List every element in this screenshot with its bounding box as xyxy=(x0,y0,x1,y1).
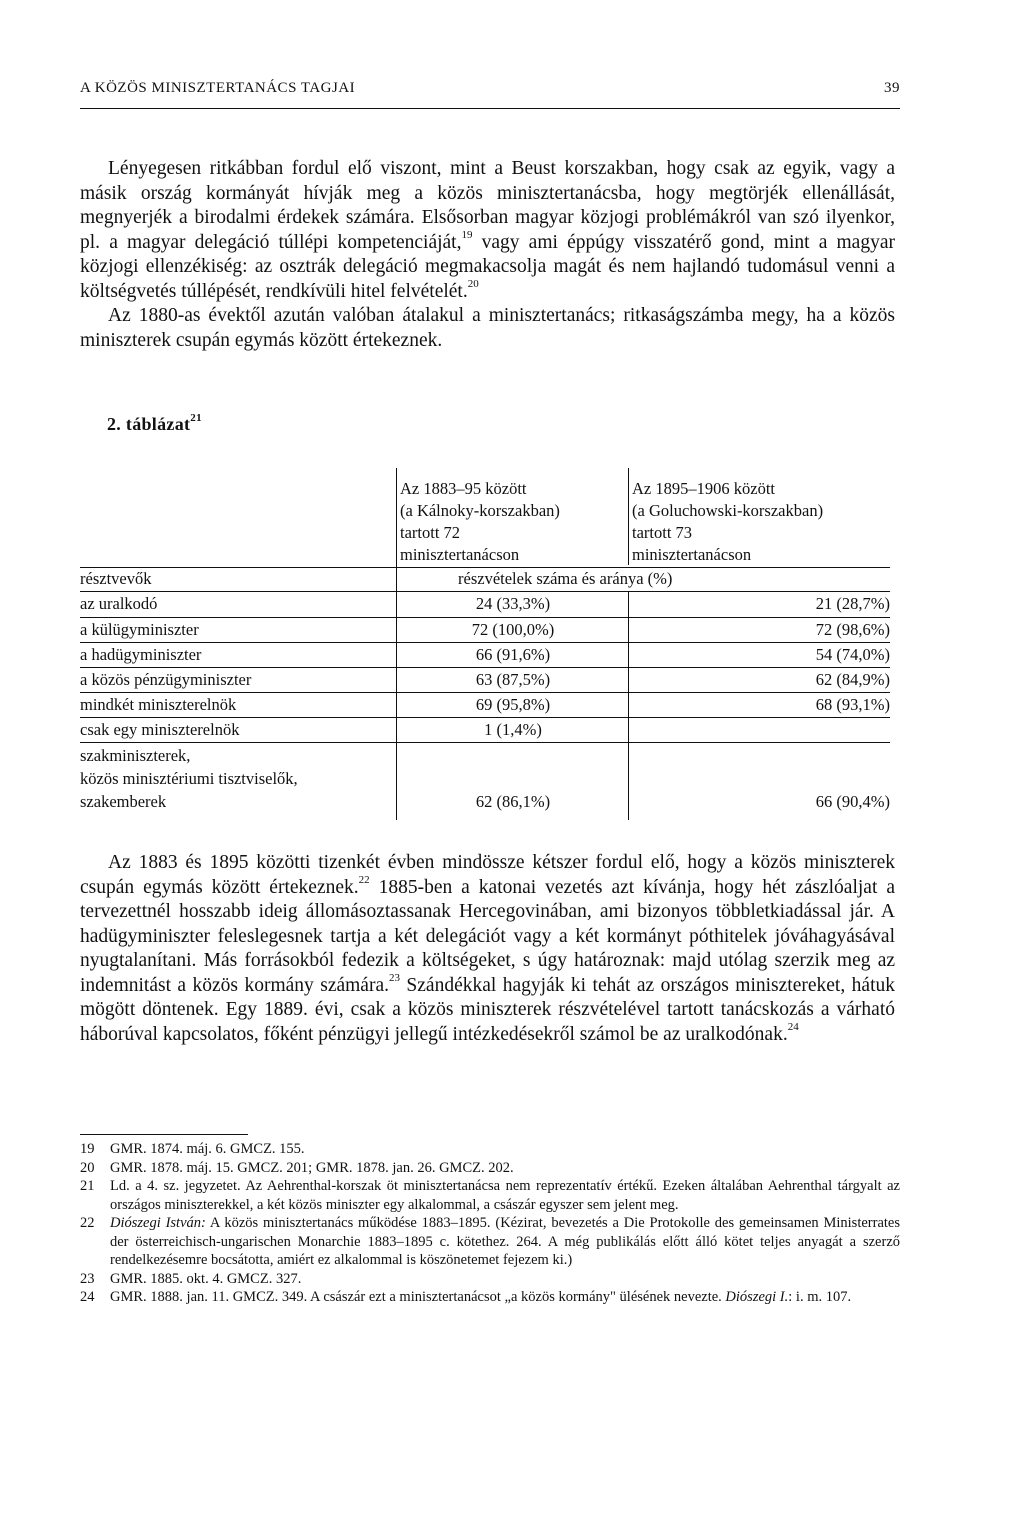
table-cell-value: 1 (1,4%) xyxy=(484,720,542,739)
footnote-rule xyxy=(80,1134,248,1135)
table-cell-value: 54 (74,0%) xyxy=(815,645,890,664)
table-cell-value: 21 (28,7%) xyxy=(815,594,890,613)
paragraph: Az 1883 és 1895 közötti tizenkét évben mindössze kétszer fordul elő, hogy a közös miniszterek csupán egymás között értekeznek.$^{22}$ 1885-ben a katonai vezetés azt kívánja, hogy hét zászlóaljat a tervezettnél hosszabb ideig állomásoztassanak Hercegovinában, ami bizonyos többletkiadással jár. A hadügyminiszter feleslegesnek tartja a két delegációt vagy a két kormányt póthitelek jóváhagyásával nyugtalanítani. Más forrásokból fedezik a költségeket, s úgy határoznak: majd utólag szerzik meg az indemnitást a közös kormány számára.$^{23}$ Szándékkal hagyják ki tehát az országos minisztereket, hátuk mögött döntenek. Egy 1889. évi, csak a közös miniszterek részvételével tartott tanácskozás a várható háborúval kapcsolatos, főként pénzügyi jellegű intézkedésekről számol be az uralkodónak.$^{24}$ xyxy=(80,852,895,1045)
paragraph: Lényegesen ritkábban fordul elő viszont, mint a Beust korszakban, hogy csak az egyik, vagy a másik ország kormányát hívják meg a közös minisztertanácsba, hogy megtörjék ellenállását, megnyerjék a birodalmi érdekek számára. Elsősorban magyar közjogi problémákról van szó ilyenkor, pl. a magyar delegáció túllépi kompetenciáját,$^{19}$ vagy ami éppúgy visszatérő gond, mint a magyar közjogi ellenzékiség: az osztrák delegáció megmakacsolja magát és nem hajlandó tudomásul venni a költségvetés túllépését, rendkívüli hitel felvételét.$^{20}$ xyxy=(80,158,895,302)
footnote-ref: 21 xyxy=(190,412,202,424)
table-hrule xyxy=(80,717,890,718)
footnote-ref: 24 xyxy=(787,1021,799,1033)
table-cell-value: 24 (33,3%) xyxy=(475,594,551,613)
table-row-label: a külügyminiszter xyxy=(80,620,199,639)
footnote-ref: 23 xyxy=(388,972,400,984)
table-hrule xyxy=(80,742,890,743)
row-header-label: résztvevők xyxy=(80,569,152,588)
table-cell-value: 63 (87,5%) xyxy=(475,670,551,689)
footnote-ref: 22 xyxy=(358,874,370,886)
table-cell-value: 66 (90,4%) xyxy=(815,792,890,811)
table-cell-value: 72 (100,0%) xyxy=(471,620,555,639)
footnote: 19 GMR. 1874. máj. 6. GMCZ. 155. xyxy=(80,1141,305,1157)
footnote: 22 Diószegi István: A közös minisztertanács működése 1883–1895. (Kézirat, bevezetés a Die Protokolle des gemeinsamen Ministerrates der österreichisch-ungarischen Monarchie 1883–1895 c. kötethez. 264. A még publikálás előtt álló kötet teljes anyagát a szerző rendelkezésemre bocsátotta, amiért ez alkalommal is köszönetemet fejezem ki.) xyxy=(80,1215,900,1268)
column-header-1883-95: Az 1883–95 között (a Kálnoky-korszakban) tartott 72 minisztertanácson xyxy=(400,479,560,564)
table-row-label: szakminiszterek, xyxy=(80,746,191,765)
table-cell-value: 72 (98,6%) xyxy=(815,620,890,639)
table-cell-value: 62 (86,1%) xyxy=(475,792,551,811)
footnote: 23 GMR. 1885. okt. 4. GMCZ. 327. xyxy=(80,1270,302,1287)
table-vrule xyxy=(628,592,629,820)
footnotes xyxy=(80,1140,900,1307)
table-hrule xyxy=(80,692,890,693)
table-hrule xyxy=(80,667,890,668)
table-cell-value: 66 (91,6%) xyxy=(475,645,551,664)
footnote: 21 Ld. a 4. sz. jegyzetet. Az Aehrenthal-korszak öt minisztertanácsa nem reprezentatív értékű. Ezeken általában Aehrenthal tárgyalt az országos miniszterekkel, a két közös miniszter egy alkalommal, a császár egyszer sem jelent meg. xyxy=(80,1178,900,1213)
table-cell-value: 68 (93,1%) xyxy=(815,695,890,714)
table-row-label: az uralkodó xyxy=(80,594,158,613)
table-vrule xyxy=(628,468,629,565)
body-text-bottom xyxy=(80,851,895,1047)
table-hrule xyxy=(80,617,890,618)
table-title: 2. táblázat$^{21}$ xyxy=(107,412,202,434)
table-hrule xyxy=(80,642,890,643)
table-hrule xyxy=(80,591,890,592)
running-header xyxy=(80,80,900,97)
paragraph: Az 1880-as évektől azután valóban átalakul a minisztertanács; ritkaságszámba megy, ha a közös miniszterek csupán egymás között értekeznek. xyxy=(80,305,895,351)
page-number: 39 xyxy=(884,80,900,96)
span-header: részvételek száma és aránya (%) xyxy=(458,569,673,588)
footnote: 24 GMR. 1888. jan. 11. GMCZ. 349. A császár ezt a minisztertanácsot „a közös kormány" ülésének nevezte. Diószegi I.: i. m. 107. xyxy=(80,1289,852,1305)
table-row-label: csak egy miniszterelnök xyxy=(80,720,240,739)
table-row-label: közös minisztériumi tisztviselők, xyxy=(80,769,298,788)
table-row-label: szakemberek xyxy=(80,792,167,811)
column-header-1895-1906: Az 1895–1906 között (a Goluchowski-korszakban) tartott 73 minisztertanácson xyxy=(632,479,824,564)
table-row-label: a hadügyminiszter xyxy=(80,645,202,664)
table-vrule xyxy=(396,468,397,820)
table-cell-value: 62 (84,9%) xyxy=(815,670,890,689)
table-row-label: a közös pénzügyminiszter xyxy=(80,670,252,689)
participation-table xyxy=(80,466,890,826)
footnote-ref: 19 xyxy=(461,229,473,241)
body-text-top xyxy=(80,157,895,353)
footnote: 20 GMR. 1878. máj. 15. GMCZ. 201; GMR. 1878. jan. 26. GMCZ. 202. xyxy=(80,1159,514,1176)
header-rule xyxy=(80,108,900,109)
table-row-label: mindkét miniszterelnök xyxy=(80,695,237,714)
running-title: A KÖZÖS MINISZTERTANÁCS TAGJAI xyxy=(80,80,356,96)
footnote-ref: 20 xyxy=(467,278,479,290)
table-cell-value: 69 (95,8%) xyxy=(475,695,551,714)
